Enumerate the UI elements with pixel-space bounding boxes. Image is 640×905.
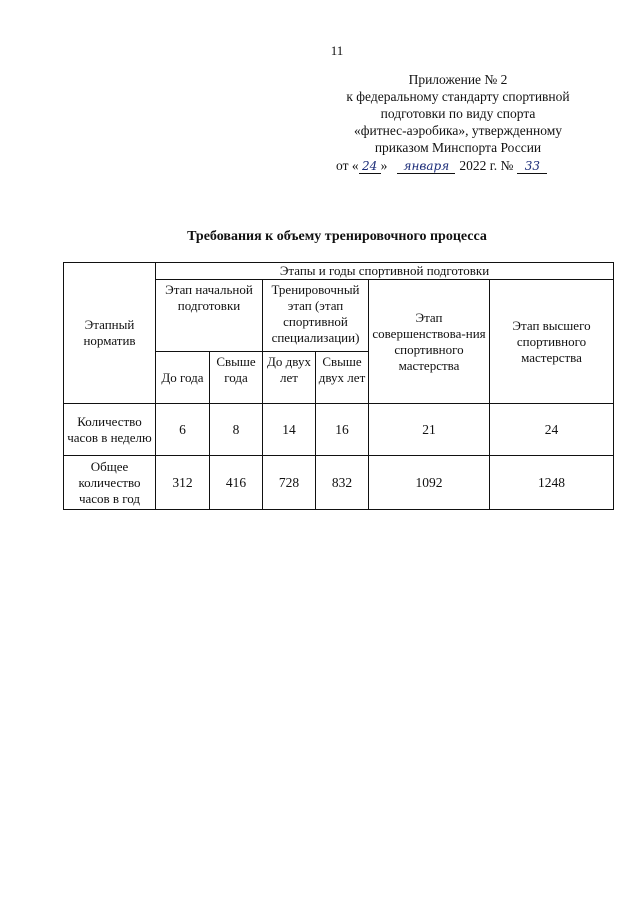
annex-line: Приложение № 2: [408, 72, 508, 87]
annex-line: к федеральному стандарту спортивной: [346, 89, 570, 104]
table-row: [64, 404, 614, 456]
table-row: [64, 456, 614, 510]
annex-line: приказом Минспорта России: [374, 140, 542, 155]
sub-initial-1: До года: [156, 352, 210, 404]
value-cell: 8: [210, 404, 263, 456]
requirements-table: [63, 262, 614, 510]
value-cell: 728: [263, 456, 316, 510]
value-cell: 6: [156, 404, 210, 456]
annex-line: «фитнес-аэробика», утвержденному: [354, 123, 562, 138]
order-date-line: [328, 157, 588, 174]
date-year: 2022 г. №: [459, 158, 514, 173]
row-label: Количество часов в неделю: [64, 404, 156, 456]
sub-training-1: До двух лет: [263, 352, 316, 404]
value-cell: 21: [369, 404, 490, 456]
stage-improvement-header: Этап совершенствова-ния спортивного мастерства: [369, 280, 490, 404]
sub-training-2: Свыше двух лет: [316, 352, 369, 404]
sub-initial-2: Свыше года: [210, 352, 263, 404]
stage-initial-header: Этап начальной подготовки: [156, 280, 263, 352]
handwritten-month: января: [397, 159, 455, 174]
value-cell: 16: [316, 404, 369, 456]
value-cell: 24: [490, 404, 614, 456]
stage-highest-header: Этап высшего спортивного мастерства: [490, 280, 614, 404]
handwritten-order-number: 33: [517, 159, 547, 174]
group-header-cell: Этапы и годы спортивной подготовки: [156, 263, 614, 280]
value-cell: 832: [316, 456, 369, 510]
document-title: Требования к объему тренировочного процесса: [187, 229, 487, 244]
value-cell: 14: [263, 404, 316, 456]
value-cell: 416: [210, 456, 263, 510]
stage-training-header: Тренировочный этап (этап спортивной специализации): [263, 280, 369, 352]
row-header-cell: Этапный норматив: [64, 263, 156, 404]
handwritten-day: 24: [359, 159, 381, 174]
annex-line: подготовки по виду спорта: [380, 106, 536, 121]
annex-header: [328, 71, 588, 174]
date-quote-close: »: [380, 158, 388, 173]
page-number: 11: [330, 43, 344, 58]
value-cell: 1092: [369, 456, 490, 510]
value-cell: 312: [156, 456, 210, 510]
row-label: Общее количество часов в год: [64, 456, 156, 510]
value-cell: 1248: [490, 456, 614, 510]
date-prefix: от «: [336, 158, 359, 173]
